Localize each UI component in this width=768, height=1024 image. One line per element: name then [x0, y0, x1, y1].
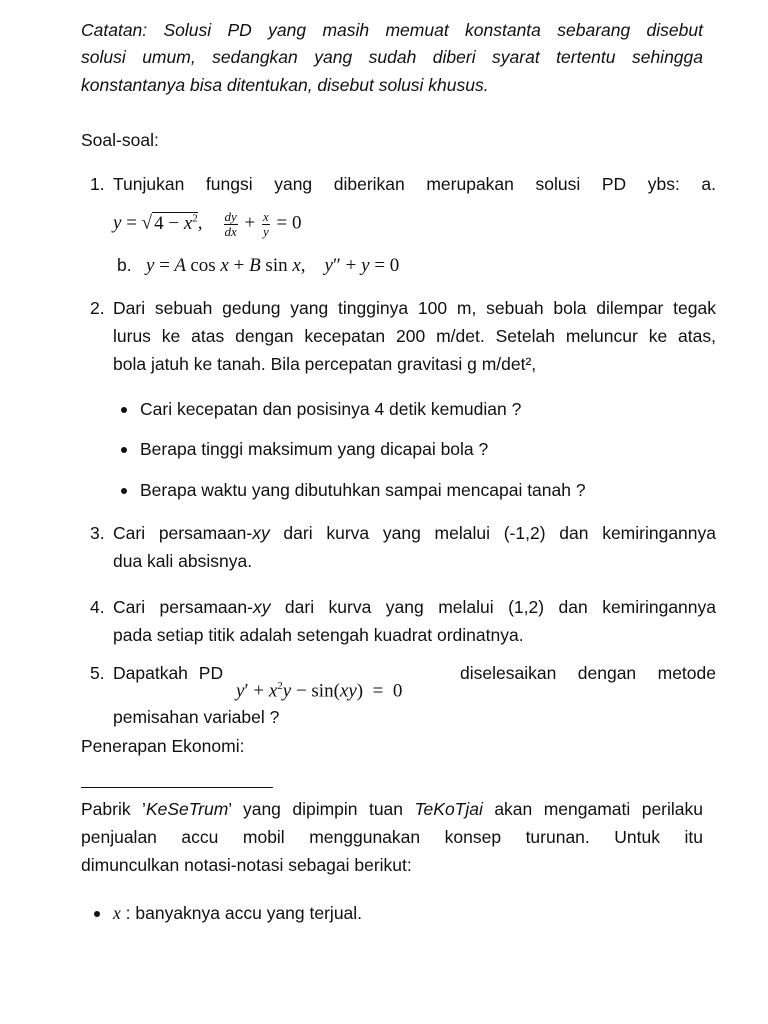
q4-xy: xy: [252, 597, 271, 617]
q2-number: 2.: [90, 298, 105, 318]
q5-number: 5.: [90, 663, 105, 683]
economy-bullet-dot: [94, 911, 100, 917]
q4-number: 4.: [90, 597, 105, 617]
economy-pre: Pabrik ’: [81, 799, 146, 819]
footnote-divider: [81, 787, 273, 788]
q5-line-2: pemisahan variabel ?: [113, 707, 280, 727]
economy-line-1: [81, 801, 703, 819]
q3-pre: Cari persamaan-: [113, 523, 253, 543]
q2-line-1: Dari sebuah gedung yang tingginya 100 m, sebuah bola dilempar tegak: [113, 298, 716, 318]
economy-line-2: penjualan accu mobil menggunakan konsep turunan. Untuk itu: [81, 827, 703, 847]
q3-xy: xy: [252, 523, 270, 543]
q1-b-label: b.: [117, 255, 132, 275]
economy-post: akan mengamati perilaku: [482, 799, 703, 819]
economy-title: Penerapan Ekonomi:: [81, 736, 245, 756]
q1-line-1: Tunjukan fungsi yang diberikan merupakan solusi PD ybs: a.: [113, 174, 716, 194]
q5-equation: $y' + x^2y - \sin(xy) = 0$: [236, 680, 403, 702]
q3-post: dari kurva yang melalui (-1,2) dan kemiringannya: [269, 523, 717, 543]
q2-bullet-dot-1: [121, 407, 127, 413]
q4-line-2: pada setiap titik adalah setengah kuadrat ordinatnya.: [113, 625, 524, 645]
q2-bullet-dot-3: [121, 488, 127, 494]
economy-bullet-var: x: [113, 903, 121, 923]
q5-pre: Dapatkah PD: [113, 663, 224, 683]
q2-bullet-1: Cari kecepatan dan posisinya 4 detik kemudian ?: [140, 399, 522, 419]
q2-bullet-dot-2: [121, 447, 127, 453]
economy-brand: KeSeTrum: [145, 799, 229, 819]
q1-number: 1.: [90, 174, 105, 194]
q2-line-3: bola jatuh ke tanah. Bila percepatan gravitasi g m/det²,: [113, 354, 537, 374]
economy-bullet-text: : banyaknya accu yang terjual.: [120, 903, 363, 923]
q4-pre: Cari persamaan-: [113, 597, 253, 617]
q2-bullet-3: Berapa waktu yang dibutuhkan sampai mencapai tanah ?: [140, 480, 586, 500]
q1-equation-a: y = √ $4 - x^2$, $\frac{dy}{dx}$ + $\frac{x}{y}$ = 0: [113, 209, 302, 239]
note-line-3: konstantanya bisa ditentukan, disebut solusi khusus.: [81, 75, 489, 95]
note-line-2: solusi umum, sedangkan yang sudah diberi syarat tertentu sehingga: [81, 47, 703, 67]
q2-line-2: lurus ke atas dengan kecepatan 200 m/det. Setelah meluncur ke atas,: [113, 326, 716, 346]
q3-number: 3.: [90, 523, 105, 543]
q1-equation-b: y = A cos x + B sin x, y″ + y = 0: [146, 255, 400, 276]
note-line-1: Catatan: Solusi PD yang masih memuat konstanta sebarang disebut: [81, 20, 703, 40]
q5-post: diselesaikan dengan metode: [460, 663, 716, 683]
economy-bullet: [113, 905, 362, 923]
q2-bullet-2: Berapa tinggi maksimum yang dicapai bola ?: [140, 439, 489, 459]
economy-mid: ’ yang dipimpin tuan: [228, 799, 415, 819]
economy-owner: TeKoTjai: [414, 799, 483, 819]
q4-line-1: [113, 599, 716, 617]
section-title: Soal-soal:: [81, 130, 159, 150]
q3-line-1: [113, 525, 716, 543]
economy-line-3: dimunculkan notasi-notasi sebagai berikut:: [81, 855, 412, 875]
q3-line-2: dua kali absisnya.: [113, 551, 253, 571]
q4-post: dari kurva yang melalui (1,2) dan kemiringannya: [270, 597, 717, 617]
